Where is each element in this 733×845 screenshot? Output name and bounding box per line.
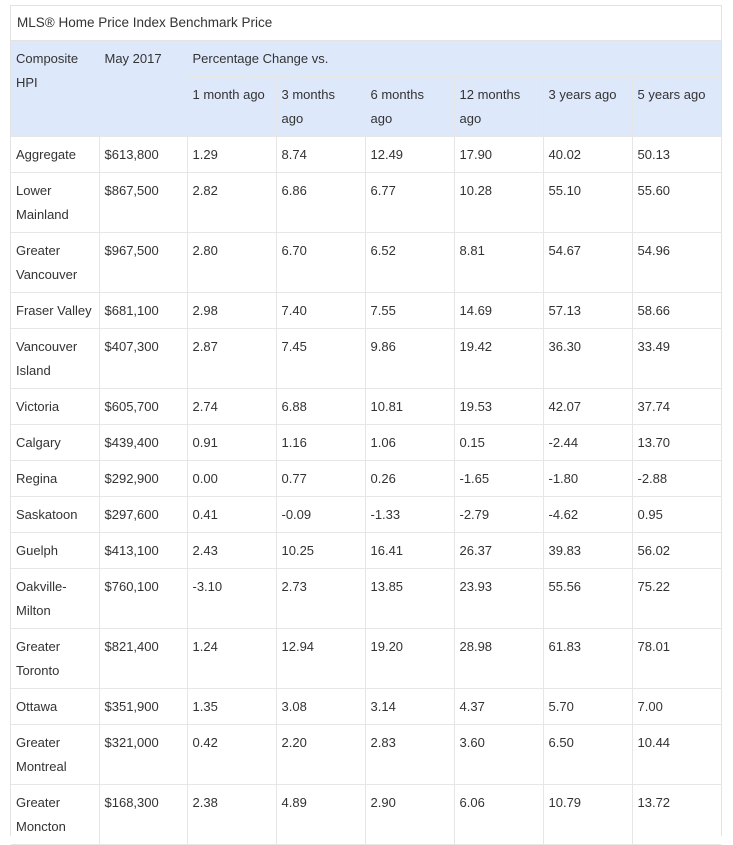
table-row [11, 725, 721, 785]
percent-change-cell: 3.14 [365, 689, 454, 725]
percent-change-cell: 78.01 [632, 629, 721, 689]
benchmark-price-cell: $821,400 [99, 629, 187, 689]
table-row [11, 173, 721, 233]
percent-change-cell: 10.25 [276, 533, 365, 569]
percent-change-cell: 50.13 [632, 137, 721, 173]
percent-change-cell: 1.35 [187, 689, 276, 725]
region-name-cell: Oakville-Milton [11, 569, 99, 629]
percent-change-cell: 0.91 [187, 425, 276, 461]
table-row [11, 689, 721, 725]
percent-change-cell: 2.98 [187, 293, 276, 329]
percent-change-cell: 2.74 [187, 389, 276, 425]
header-composite-hpi: Composite HPI [11, 41, 99, 137]
percent-change-cell: 58.66 [632, 293, 721, 329]
hpi-table-container [10, 5, 722, 836]
percent-change-cell: 37.74 [632, 389, 721, 425]
percent-change-cell: 9.86 [365, 329, 454, 389]
percent-change-cell: 1.16 [276, 425, 365, 461]
percent-change-cell: 28.98 [454, 629, 543, 689]
percent-change-cell: 6.52 [365, 233, 454, 293]
percent-change-cell: -1.80 [543, 461, 632, 497]
benchmark-price-cell: $613,800 [99, 137, 187, 173]
percent-change-cell: 6.06 [454, 785, 543, 845]
percent-change-cell: 2.87 [187, 329, 276, 389]
percent-change-cell: 0.41 [187, 497, 276, 533]
percent-change-cell: 10.79 [543, 785, 632, 845]
percent-change-cell: 4.89 [276, 785, 365, 845]
percent-change-cell: 61.83 [543, 629, 632, 689]
percent-change-cell: 55.60 [632, 173, 721, 233]
percent-change-cell: 56.02 [632, 533, 721, 569]
header-period: 5 years ago [632, 77, 721, 137]
table-body [11, 137, 721, 845]
table-row [11, 329, 721, 389]
percent-change-cell: 2.80 [187, 233, 276, 293]
percent-change-cell: 10.44 [632, 725, 721, 785]
percent-change-cell: 33.49 [632, 329, 721, 389]
percent-change-cell: 7.40 [276, 293, 365, 329]
percent-change-cell: 0.00 [187, 461, 276, 497]
percent-change-cell: 6.70 [276, 233, 365, 293]
percent-change-cell: 1.29 [187, 137, 276, 173]
region-name-cell: Vancouver Island [11, 329, 99, 389]
percent-change-cell: 8.81 [454, 233, 543, 293]
percent-change-cell: -1.33 [365, 497, 454, 533]
benchmark-price-cell: $867,500 [99, 173, 187, 233]
header-period: 1 month ago [187, 77, 276, 137]
region-name-cell: Saskatoon [11, 497, 99, 533]
table-header [11, 41, 721, 137]
percent-change-cell: 13.85 [365, 569, 454, 629]
percent-change-cell: 55.56 [543, 569, 632, 629]
percent-change-cell: 19.20 [365, 629, 454, 689]
table-row [11, 293, 721, 329]
table-row [11, 569, 721, 629]
table-row [11, 785, 721, 845]
region-name-cell: Aggregate [11, 137, 99, 173]
percent-change-cell: 8.74 [276, 137, 365, 173]
percent-change-cell: 10.81 [365, 389, 454, 425]
percent-change-cell: -1.65 [454, 461, 543, 497]
benchmark-price-cell: $407,300 [99, 329, 187, 389]
header-percentage-change: Percentage Change vs. [187, 41, 721, 77]
region-name-cell: Greater Moncton [11, 785, 99, 845]
hpi-table [11, 41, 721, 845]
percent-change-cell: 0.15 [454, 425, 543, 461]
percent-change-cell: 54.96 [632, 233, 721, 293]
percent-change-cell: 57.13 [543, 293, 632, 329]
percent-change-cell: -2.44 [543, 425, 632, 461]
percent-change-cell: 16.41 [365, 533, 454, 569]
percent-change-cell: 6.77 [365, 173, 454, 233]
percent-change-cell: 3.08 [276, 689, 365, 725]
table-row [11, 533, 721, 569]
percent-change-cell: -3.10 [187, 569, 276, 629]
percent-change-cell: 7.55 [365, 293, 454, 329]
benchmark-price-cell: $292,900 [99, 461, 187, 497]
percent-change-cell: 19.53 [454, 389, 543, 425]
percent-change-cell: 2.82 [187, 173, 276, 233]
percent-change-cell: 55.10 [543, 173, 632, 233]
benchmark-price-cell: $605,700 [99, 389, 187, 425]
table-row [11, 629, 721, 689]
percent-change-cell: 7.00 [632, 689, 721, 725]
percent-change-cell: 2.20 [276, 725, 365, 785]
percent-change-cell: 6.86 [276, 173, 365, 233]
percent-change-cell: 0.26 [365, 461, 454, 497]
table-caption: MLS® Home Price Index Benchmark Price [11, 6, 721, 41]
percent-change-cell: 0.95 [632, 497, 721, 533]
percent-change-cell: 2.43 [187, 533, 276, 569]
region-name-cell: Greater Montreal [11, 725, 99, 785]
percent-change-cell: 23.93 [454, 569, 543, 629]
percent-change-cell: 7.45 [276, 329, 365, 389]
benchmark-price-cell: $351,900 [99, 689, 187, 725]
percent-change-cell: 13.72 [632, 785, 721, 845]
percent-change-cell: 26.37 [454, 533, 543, 569]
percent-change-cell: 0.42 [187, 725, 276, 785]
percent-change-cell: 4.37 [454, 689, 543, 725]
region-name-cell: Victoria [11, 389, 99, 425]
benchmark-price-cell: $168,300 [99, 785, 187, 845]
percent-change-cell: -4.62 [543, 497, 632, 533]
percent-change-cell: 19.42 [454, 329, 543, 389]
region-name-cell: Regina [11, 461, 99, 497]
benchmark-price-cell: $413,100 [99, 533, 187, 569]
percent-change-cell: 2.83 [365, 725, 454, 785]
header-month: May 2017 [99, 41, 187, 137]
percent-change-cell: 6.50 [543, 725, 632, 785]
percent-change-cell: 12.49 [365, 137, 454, 173]
region-name-cell: Calgary [11, 425, 99, 461]
percent-change-cell: 12.94 [276, 629, 365, 689]
region-name-cell: Guelph [11, 533, 99, 569]
benchmark-price-cell: $760,100 [99, 569, 187, 629]
percent-change-cell: 2.90 [365, 785, 454, 845]
benchmark-price-cell: $681,100 [99, 293, 187, 329]
benchmark-price-cell: $439,400 [99, 425, 187, 461]
header-period: 12 months ago [454, 77, 543, 137]
percent-change-cell: 2.38 [187, 785, 276, 845]
percent-change-cell: 2.73 [276, 569, 365, 629]
region-name-cell: Greater Vancouver [11, 233, 99, 293]
percent-change-cell: 1.06 [365, 425, 454, 461]
percent-change-cell: 3.60 [454, 725, 543, 785]
table-row [11, 233, 721, 293]
region-name-cell: Lower Mainland [11, 173, 99, 233]
header-period: 3 years ago [543, 77, 632, 137]
percent-change-cell: -2.79 [454, 497, 543, 533]
percent-change-cell: 36.30 [543, 329, 632, 389]
table-row [11, 461, 721, 497]
table-row [11, 389, 721, 425]
benchmark-price-cell: $297,600 [99, 497, 187, 533]
percent-change-cell: 17.90 [454, 137, 543, 173]
percent-change-cell: -0.09 [276, 497, 365, 533]
percent-change-cell: 10.28 [454, 173, 543, 233]
table-row [11, 425, 721, 461]
header-period: 3 months ago [276, 77, 365, 137]
percent-change-cell: 6.88 [276, 389, 365, 425]
percent-change-cell: 75.22 [632, 569, 721, 629]
table-row [11, 137, 721, 173]
percent-change-cell: 0.77 [276, 461, 365, 497]
benchmark-price-cell: $321,000 [99, 725, 187, 785]
percent-change-cell: 54.67 [543, 233, 632, 293]
region-name-cell: Fraser Valley [11, 293, 99, 329]
percent-change-cell: 40.02 [543, 137, 632, 173]
percent-change-cell: 14.69 [454, 293, 543, 329]
header-period: 6 months ago [365, 77, 454, 137]
percent-change-cell: -2.88 [632, 461, 721, 497]
percent-change-cell: 39.83 [543, 533, 632, 569]
region-name-cell: Greater Toronto [11, 629, 99, 689]
percent-change-cell: 5.70 [543, 689, 632, 725]
benchmark-price-cell: $967,500 [99, 233, 187, 293]
percent-change-cell: 1.24 [187, 629, 276, 689]
region-name-cell: Ottawa [11, 689, 99, 725]
percent-change-cell: 13.70 [632, 425, 721, 461]
table-row [11, 497, 721, 533]
percent-change-cell: 42.07 [543, 389, 632, 425]
